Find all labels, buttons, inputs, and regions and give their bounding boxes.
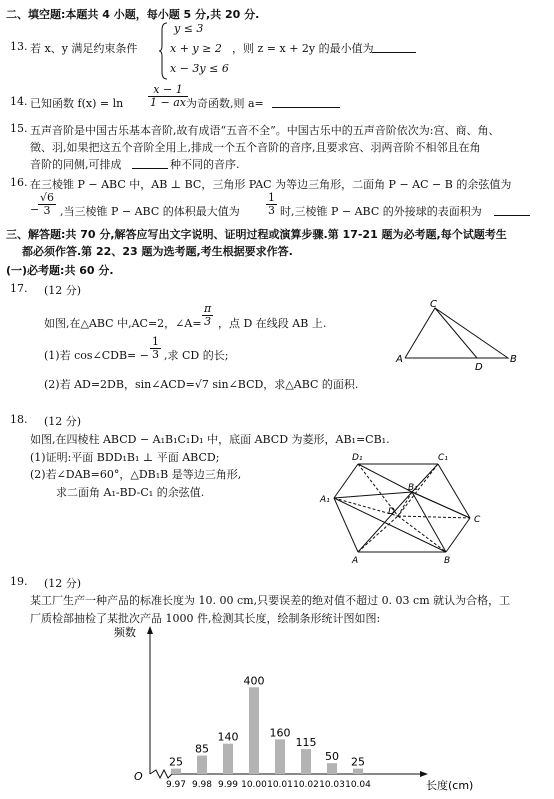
q16-fraction-1-numerator: √6 [40, 191, 55, 204]
q15-number: 15. [10, 122, 28, 135]
q13-number: 13. [10, 40, 28, 53]
q16-line-1: 在三棱锥 P − ABC 中，AB ⊥ BC，三角形 PAC 为等边三角形，二面角 P − AC − B 的余弦值为 [30, 178, 512, 191]
q14-number: 14. [10, 95, 28, 108]
q18-intro: 如图,在四棱柱 ABCD − A₁B₁C₁D₁ 中，底面 ABCD 为菱形，AB₁=CB₁. [30, 433, 390, 446]
q17-part-1-fraction [150, 336, 161, 361]
q14-fraction [148, 84, 188, 109]
q17-number: 17. [10, 282, 28, 295]
q17-part-1-numerator: 1 [152, 335, 159, 348]
q17-triangle-figure [395, 300, 525, 372]
q16-answer-blank[interactable] [494, 215, 530, 216]
section-3-heading-line-1: 三、解答题:共 70 分,解答应写出文字说明、证明过程或演算步骤.第 17-21 题为必考题,每个试题考生 [6, 228, 507, 241]
q17-label-b: B [510, 354, 517, 365]
bar-10.03 [327, 763, 337, 774]
q16-fraction-1 [38, 192, 56, 217]
q13-constraint-1: y ≤ 3 [174, 22, 204, 35]
tick-label-10.00: 10.00 [241, 780, 267, 790]
q14-answer-blank[interactable] [272, 107, 340, 108]
q17-label-d: D [475, 362, 483, 373]
x-axis-arrow [420, 771, 428, 777]
q18-part-2: (2)若∠DAB=60°，△DB₁B 是等边三角形, [30, 468, 242, 481]
q17-angle-fraction [202, 303, 213, 328]
tick-label-9.99: 9.99 [217, 780, 239, 790]
q15-line-3b: 种不同的音序. [170, 158, 240, 171]
q13-prefix: 若 x、y 满足约束条件 [30, 42, 138, 55]
q15-answer-blank[interactable] [132, 168, 168, 169]
origin-label: O [134, 770, 143, 783]
section-2-heading: 二、填空题:本题共 4 小题，每小题 5 分,共 20 分. [6, 8, 260, 21]
q18-part-2b: 求二面角 A₁-BD-C₁ 的余弦值. [56, 486, 205, 499]
bar-10.00 [249, 687, 259, 774]
q16-number: 16. [10, 176, 28, 189]
bar-9.97 [171, 769, 181, 774]
q16-minus: − [30, 203, 40, 216]
bar-value-label-9.99: 140 [217, 730, 239, 744]
q18-label-c: C [474, 515, 481, 525]
tick-label-10.02: 10.02 [293, 780, 319, 790]
q17-points: (12 分) [44, 284, 82, 297]
q19-line-1: 某工厂生产一种产品的标准长度为 10. 00 cm,只要误差的绝对值不超过 0. 03 cm 就认为合格，工 [30, 594, 511, 607]
q19-points: (12 分) [44, 577, 82, 590]
q17-part-2: (2)若 AD=2DB，sin∠ACD=√7 sin∠BCD，求△ABC 的面积. [44, 378, 359, 391]
section-3-heading-line-2: 都必须作答.第 22、23 题为选考题,考生根据要求作答. [22, 245, 293, 258]
q16-fraction-2 [266, 192, 277, 217]
q18-points: (12 分) [44, 415, 82, 428]
bar-10.01 [275, 739, 285, 774]
q13-constraint-2: x + y ≥ 2 [170, 42, 222, 55]
q16-fraction-1-denominator: 3 [43, 204, 51, 217]
q14-numerator: x − 1 [148, 84, 188, 97]
q18-label-d: D [388, 507, 395, 517]
q17-angle-numerator: π [204, 302, 212, 315]
q14-suffix: 为奇函数,则 a= [186, 97, 264, 110]
q17-part-1-denominator: 3 [152, 348, 159, 361]
section-3-subheading: (一)必考题:共 60 分. [6, 264, 114, 277]
q17-angle-denominator: 3 [204, 315, 212, 328]
q16-fraction-2-numerator: 1 [268, 191, 275, 204]
bar-value-label-9.98: 85 [195, 742, 209, 756]
q18-label-a1: A₁ [320, 495, 330, 505]
q17-intro-a: 如图,在△ABC 中,AC=2，∠A= [44, 317, 202, 330]
q17-label-a: A [396, 354, 403, 365]
q15-line-2: 徵、羽,如果把这五个音阶全用上,排成一个五个音阶的音序,且要求宫、羽两音阶不相邻且在角 [30, 141, 481, 154]
q16-suffix: 时,三棱锥 P − ABC 的外接球的表面积为 [280, 205, 482, 218]
q13-answer-blank[interactable] [372, 52, 416, 53]
tick-label-10.03: 10.03 [319, 780, 345, 790]
q17-label-c: C [430, 299, 437, 310]
bar-9.99 [223, 744, 233, 774]
q18-label-c1: C₁ [438, 453, 448, 463]
bar-value-label-10.04: 25 [351, 755, 365, 769]
q15-line-1: 五声音阶是中国古乐基本音阶,故有成语“五音不全”。中国古乐中的五声音阶依次为:宫、商、角、 [30, 124, 500, 137]
q15-line-3a: 音阶的同侧,可排成 [30, 158, 122, 171]
q13-suffix: ，则 z = x + 2y 的最小值为 [232, 42, 374, 55]
bar-10.04 [353, 769, 363, 774]
q16-middle: ,当三棱锥 P − ABC 的体积最大值为 [60, 205, 240, 218]
q19-line-2: 厂质检部抽检了某批次产品 1000 件,检测其长度，绘制条形统计图如图: [30, 612, 381, 625]
tick-label-9.97: 9.97 [165, 780, 187, 790]
q18-label-a: A [352, 556, 359, 566]
tick-label-10.04: 10.04 [345, 780, 371, 790]
tick-label-9.98: 9.98 [191, 780, 213, 790]
bar-10.02 [301, 749, 311, 774]
q18-label-b1: B₁ [408, 483, 418, 493]
bar-value-label-10.01: 160 [269, 726, 291, 740]
q18-label-d1: D₁ [352, 453, 363, 463]
y-axis-arrow [147, 626, 153, 634]
q13-brace [158, 22, 168, 80]
y-axis-label: 频数 [114, 626, 136, 639]
bar-value-label-10.03: 50 [325, 750, 339, 764]
q17-part-1a: (1)若 cos∠CDB= − [44, 349, 149, 362]
q16-fraction-2-denominator: 3 [268, 204, 275, 217]
q14-denominator: 1 − ax [150, 96, 186, 109]
q18-part-1: (1)证明:平面 BDD₁B₁ ⊥ 平面 ABCD; [30, 451, 220, 464]
q18-number: 18. [10, 413, 28, 426]
x-axis-label: 长度(cm) [426, 779, 474, 792]
q18-prism-figure [318, 446, 500, 566]
bar-9.98 [197, 756, 207, 774]
q14-prefix: 已知函数 f(x) = ln [30, 97, 124, 110]
bar-value-label-9.97: 25 [169, 755, 183, 769]
q18-label-b: B [444, 556, 451, 566]
q19-number: 19. [10, 575, 28, 588]
q13-constraint-3: x − 3y ≤ 6 [170, 62, 229, 75]
q17-intro-b: ，点 D 在线段 AB 上. [218, 317, 327, 330]
length-frequency-bar-chart [100, 624, 474, 796]
bar-value-label-10.02: 115 [295, 736, 317, 750]
bar-value-label-10.00: 400 [243, 674, 265, 688]
tick-label-10.01: 10.01 [267, 780, 293, 790]
q17-part-1b: ,求 CD 的长; [164, 349, 229, 362]
